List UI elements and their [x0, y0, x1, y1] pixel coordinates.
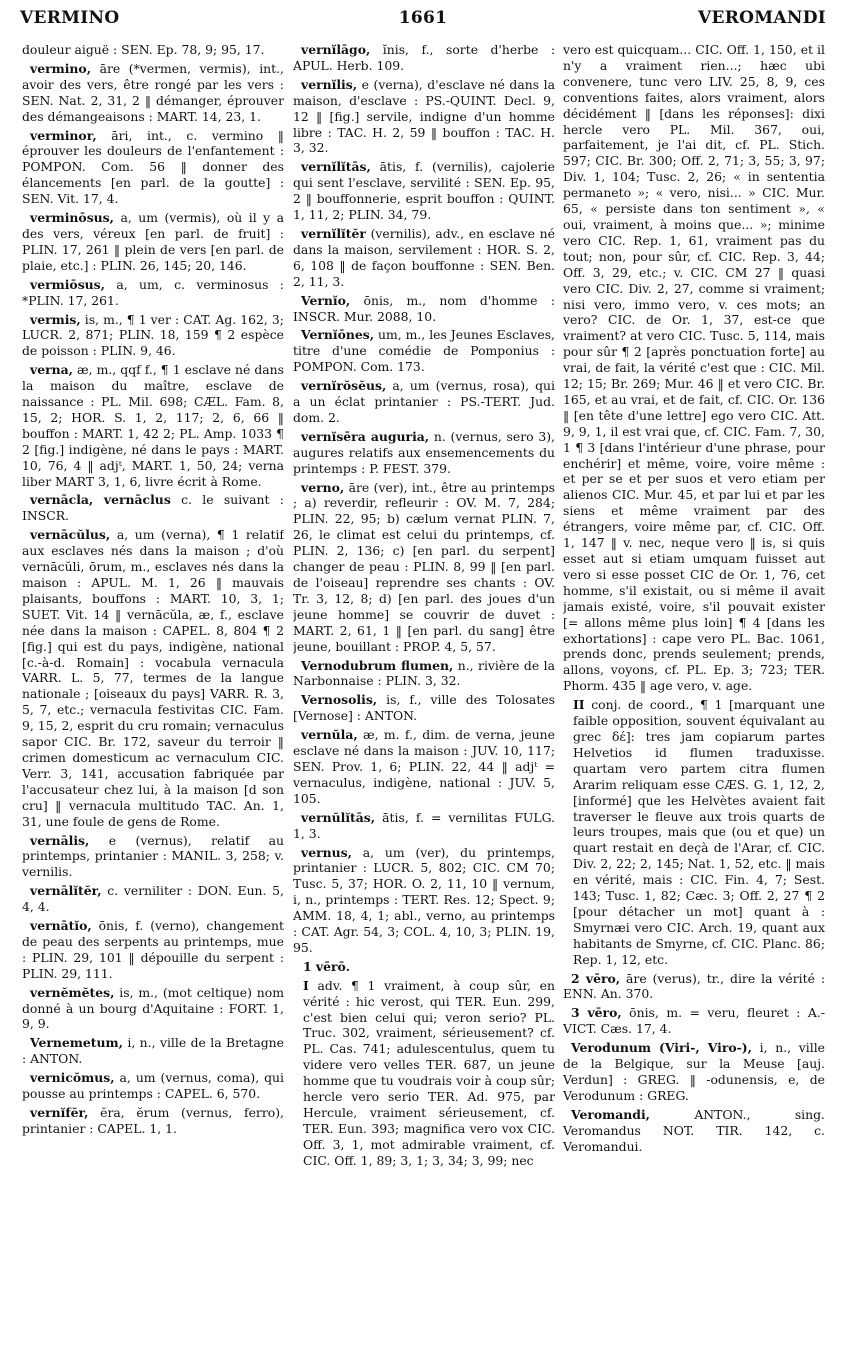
dictionary-entry — [563, 1107, 825, 1155]
dictionary-entry — [293, 692, 555, 724]
entry-definition: douleur aiguë : SEN. Ep. 78, 9; 95, 17. — [22, 42, 265, 57]
dictionary-entry — [22, 527, 284, 829]
dictionary-entry — [22, 42, 284, 58]
dictionary-entry — [22, 61, 284, 125]
dictionary-entry — [293, 42, 555, 74]
entry-definition: a, um (ver), du printemps, printanier : LUCR. 5, 802; CIC. CM 70; Tusc. 5, 37; HOR. O. 2, 11, 10 ‖ vernum, i, n., printemps : TERT. Res. 12; Spect. 9; AMM. 18, 4, 1; abl., verno, au printemps : CAT. Agr. 54, 3; COL. 4, 10, 3; PLIN. 19, 95. — [293, 844, 555, 955]
entry-definition: is, m., (mot celtique) nom donné à un bourg d'Aquitaine : FORT. 1, 9, 9. — [22, 984, 284, 1032]
entry-headword: vernĭlĭtās, — [301, 159, 371, 175]
dictionary-entry — [22, 1035, 284, 1067]
column-2 — [293, 42, 555, 1342]
entry-definition: conj. de coord., ¶ 1 [marquant une faible opposition, souvent équivalant au grec δέ]: tres jam copiarum partes Helvetios id flumen traduxisse. quartam vero partem citra flumen Ararim reliquam esse CÆS. G. 1, 12, 2, [informé] que les Helvètes avaient fait traverser le fleuve aux trois quarts de leurs troupes, mais que (ou et que) un quart restait en deçà de l'Arar, cf. CIC. Div. 2, 22; 2, 145; Nat. 1, 52, etc. ‖ mais en vérité, mais : CIC. Fin. 4, 7; Sest. 143; Tusc. 1, 82; Cæc. 3; Off. 2, 27 ¶ 2 [pour détacher un mot] quant à : Smyrnæi vero CIC. Arch. 19, quant aux habitants de Smyrne, cf. CIC. Planc. 86; Rep. 1, 12, etc. — [573, 697, 825, 967]
dictionary-entry — [22, 918, 284, 982]
entry-headword: vernĭrŏsĕus, — [301, 378, 387, 394]
entry-definition: is, f., ville des Tolosates [Vernose] : ANTON. — [293, 692, 555, 724]
dictionary-entry — [293, 658, 555, 690]
dictionary-entry — [22, 312, 284, 360]
entry-headword: Veromandi, — [571, 1106, 650, 1122]
entry-definition: a, um (verna), ¶ 1 relatif aux esclaves nés dans la maison ; d'où vernācŭli, ōrum, m., esclaves nés dans la maison : APUL. M. 1, 26 ‖ mauvais plaisants, bouffons : MART. 10, 3, 1; SUET. Vit. 14 ‖ vernācŭla, æ, f., esclave née dans la maison : CAPEL. 8, 804 ¶ 2 [fig.] qui est du pays, indigène, national [c.-à-d. Romain] : vocabula vernacula VARR. L. 5, 77, termes de la langue nationale ; [oiseaux du pays] VARR. R. 3, 5, 7, etc.; vernacula festivitas CIC. Fam. 9, 15, 2, esprit du cru romain; vernaculus sapor CIC. Br. 172, saveur du terroir ‖ crimen domesticum ac vernaculum CIC. Verr. 3, 141, accusation fabriquée par l'accusateur chez lui, à la maison [d son cru] ‖ vernacula multitudo TAC. An. 1, 31, une foule de gens de Rome. — [22, 527, 284, 829]
entry-headword: verna, — [30, 362, 73, 378]
entry-definition: æ, m., qqf f., ¶ 1 esclave né dans la maison du maître, esclave de naissance : PL. Mil. 698; CÆL. Fam. 8, 15, 2; HOR. S. 1, 2, 117; 2, 6, 66 ‖ bouffon : MART. 1, 42 2; PL. Amp. 1033 ¶ 2 [fig.] indigène, né dans le pays : MART. 10, 76, 4 ‖ adjᵗ, MART. 1, 50, 24; verna liber MART 3, 1, 6, livre écrit à Rome. — [22, 362, 284, 489]
dictionary-entry — [293, 845, 555, 956]
entry-headword: 2 vēro, — [571, 970, 621, 986]
entry-headword: vernĭsēra auguria, — [301, 428, 430, 444]
dictionary-entry — [293, 378, 555, 426]
entry-headword: Vernodubrum flumen, — [301, 657, 454, 673]
dictionary-entry — [293, 293, 555, 325]
entry-headword: vernŭla, — [301, 727, 358, 743]
dictionary-entry — [563, 971, 825, 1003]
header-right-guideword: VEROMANDI — [697, 8, 826, 28]
entry-headword: vernālis, — [30, 832, 90, 848]
entry-definition: e (verna), d'esclave né dans la maison, d'esclave : PS.-QUINT. Decl. 9, 12 ‖ [fig.] servile, indigne d'un homme libre : TAC. H. 2, 59 ‖ bouffon : TAC. H. 3, 32. — [293, 76, 555, 156]
entry-definition: ĕra, ĕrum (vernus, ferro), printanier : CAPEL. 1, 1. — [22, 1105, 284, 1136]
entry-definition: vero est quicquam... CIC. Off. 1, 150, et il n'y a vraiment rien...; hæc ubi convenere, tunc vero LIV. 25, 8, 9, ces conventions faites, alors vraiment, alors décidément ‖ [dans les réponses]: dixi hercle vero PL. Mil. 367, oui, parfaitement, je l'ai dit, cf. PL. Stich. 597; CIC. Br. 300; Off. 2, 71; 3, 55; 3, 97; Div. 1, 104; Tusc. 2, 26; « in sententia permaneto »; « vero, nisi... » CIC. Mur. 65, « persiste dans ton sentiment », « oui, vraiment, à moins que... »; minime vero CIC. Rep. 1, 61, vraiment pas du tout; non, pour sûr, cf. CIC. Rep. 3, 44; Off. 3, 29, etc.; v. CIC. CM 27 ‖ quasi vero CIC. Div. 2, 27, comme si vraiment; nisi vero, immo vero, v. ces mots; an vero? CIC. de Or. 1, 37, est-ce que vraiment? at vero CIC. Tusc. 5, 114, mais pour sûr ¶ 2 [après ponctuation forte] au vrai, de fait, la vérité c'est que : CIC. Mil. 12; 15; Br. 269; Mur. 46 ‖ et vero CIC. Br. 165, et au vrai, et de fait, cf. CIC. Or. 136 ‖ [en tête d'une lettre] ego vero CIC. Att. 9, 9, 1, il est vrai que, cf. CIC. Fam. 7, 30, 1 ¶ 3 [dans l'intérieur d'une phrase, pour enchérir] et même, voire, voire même : et per se et per suos et vero etiam per alienos CIC. Mur. 45, et par lui et par les siens et même vraiment par des étrangers, voire même par, cf. CIC. Off. 1, 147 ‖ v. nec, neque vero ‖ is, si quis esset aut si etiam umquam fuisset aut vero si esse posset CIC de Or. 1, 76, cet homme, s'il existait, ou si même il avait jamais existé, voire, s'il pouvait exister [= allons même plus loin] ¶ 4 [dans les exhortations] : cape vero PL. Bac. 1061, prends donc, prends seulement; prends, allons, voyons, cf. PL. Ep. 3; 723; TER. Phorm. 435 ‖ age vero, v. age. — [563, 42, 825, 694]
entry-headword: vernĭfĕr, — [30, 1105, 89, 1120]
entry-definition: ANTON., sing. Veromandus NOT. TIR. 142, c. Veromandui. — [563, 1106, 825, 1154]
dictionary-entry — [293, 327, 555, 375]
entry-definition: a, um (vernus, rosa), qui a un éclat printanier : PS.-TERT. Jud. dom. 2. — [293, 378, 555, 425]
entry-definition: c. verniliter : DON. Eun. 5, 4, 4. — [22, 883, 284, 915]
entry-headword: vernĕmĕtes, — [30, 984, 115, 1000]
entry-definition: ōnis, f. (verno), changement de peau des serpents au printemps, mue : PLIN. 29, 101 ‖ dépouille du serpent : PLIN. 29, 111. — [22, 918, 284, 981]
entry-definition: i, n., ville de la Bretagne : ANTON. — [22, 1035, 284, 1067]
entry-headword: vernĭlis, — [301, 76, 358, 92]
dictionary-entry — [293, 226, 555, 290]
header-left-guideword: VERMINO — [20, 8, 120, 28]
entry-headword: vernicŏmus, — [30, 1070, 115, 1086]
dictionary-entry — [22, 492, 284, 524]
column-3 — [563, 42, 825, 1342]
dictionary-entry — [293, 727, 555, 807]
entry-headword: verminor, — [30, 127, 97, 143]
page-header — [20, 6, 826, 32]
entry-headword: verminōsus, — [30, 210, 114, 226]
dictionary-entry — [293, 429, 555, 477]
dictionary-entry — [22, 883, 284, 915]
entry-headword: Vernĭōnes, — [301, 327, 375, 343]
entry-definition: ātis, f. = vernilitas FULG. 1, 3. — [293, 809, 555, 841]
entry-definition: i, n., ville de la Belgique, sur la Meuse [auj. Verdun] : GREG. ‖ -odunensis, e, de Verodunum : GREG. — [563, 1040, 825, 1103]
entry-definition: āre (*vermen, vermis), int., avoir des vers, être rongé par les vers : SEN. Nat. 2, 31, 2 ‖ démanger, éprouver des démangeaisons : MART. 14, 23, 1. — [22, 60, 284, 124]
entry-headword: vernĭlĭtĕr — [301, 225, 366, 241]
entry-headword: vernŭlĭtās, — [301, 809, 376, 825]
dictionary-entry — [22, 1070, 284, 1102]
entry-headword: vermiōsus, — [30, 276, 105, 292]
dictionary-entry — [293, 159, 555, 223]
entry-headword: I — [303, 977, 309, 993]
entry-definition: āre (verus), tr., dire la vérité : ENN. An. 370. — [563, 970, 825, 1002]
entry-headword: 1 vērō. — [303, 958, 351, 974]
dictionary-entry — [22, 985, 284, 1033]
dictionary-entry — [22, 362, 284, 489]
entry-definition: c. le suivant : INSCR. — [22, 492, 284, 524]
entry-headword: Verodunum (Viri-, Viro-), — [571, 1040, 752, 1056]
entry-headword: vernus, — [301, 844, 352, 860]
dictionary-entry — [22, 210, 284, 274]
entry-definition: adv. ¶ 1 vraiment, à coup sûr, en vérité : hic verost, qui TER. Eun. 299, c'est bien celui qui; veron serio? PL. Truc. 302, vraiment, sérieusement? cf. PL. Cas. 741; adulescentulus, quem tu videre vero velles TER. 687, un jeune homme que tu voudrais voir à coup sûr; hercle vero serio TER. Ad. 975, par Hercule, vraiment sérieusement, cf. TER. Eun. 393; magnifica vero vox CIC. Off. 3, 1, mot admirable vraiment, cf. CIC. Off. 1, 89; 3, 1; 3, 34; 3, 99; nec — [303, 977, 555, 1168]
entry-headword: II — [573, 697, 585, 713]
entry-definition: ōnis, m., nom d'homme : INSCR. Mur. 2088, 10. — [293, 292, 555, 324]
entry-definition: a, um (vernus, coma), qui pousse au printemps : CAPEL. 6, 570. — [22, 1070, 284, 1102]
dictionary-entry — [22, 833, 284, 881]
entry-headword: vermis, — [30, 311, 81, 327]
entry-headword: vernālĭtĕr, — [30, 883, 102, 899]
entry-headword: vernātĭo, — [30, 918, 92, 934]
entry-headword: verno, — [301, 479, 345, 495]
dictionary-entry — [22, 128, 284, 208]
dictionary-entry — [293, 810, 555, 842]
dictionary-entry — [563, 1040, 825, 1104]
entry-definition: a, um, c. verminosus : *PLIN. 17, 261. — [22, 276, 284, 308]
dictionary-entry — [22, 277, 284, 309]
entry-definition: āri, int., c. vermino ‖ éprouver les douleurs de l'enfantement : POMPON. Com. 56 ‖ donner des élancements [en parl. de la goutte] : SEN. Vit. 17, 4. — [22, 127, 284, 207]
dictionary-entry — [563, 1005, 825, 1037]
entry-definition: is, m., ¶ 1 ver : CAT. Ag. 162, 3; LUCR. 2, 871; PLIN. 18, 159 ¶ 2 espèce de poisson : PLIN. 9, 46. — [22, 311, 284, 359]
entry-headword: vernĭlāgo, — [301, 42, 371, 57]
entry-definition: n., rivière de la Narbonnaise : PLIN. 3, 32. — [293, 657, 555, 689]
dictionary-entry — [563, 42, 825, 694]
dictionary-entry — [563, 697, 825, 967]
entry-definition: ātis, f. (vernilis), cajolerie qui sent l'esclave, servilité : SEN. Ep. 95, 2 ‖ bouffonnerie, esprit bouffon : QUINT. 1, 11, 2; PLIN. 34, 79. — [293, 159, 555, 223]
dictionary-entry — [293, 959, 555, 975]
page-number: 1661 — [398, 8, 448, 28]
dictionary-entry — [293, 480, 555, 655]
column-1 — [22, 42, 284, 1342]
entry-definition: āre (ver), int., être au printemps ; a) reverdir, refleurir : OV. M. 7, 284; PLIN. 22, 95; b) cælum vernat PLIN. 7, 26, le climat est celui du printemps, cf. PLIN. 2, 136; c) [en parl. du serpent] changer de peau : PLIN. 8, 99 ‖ [en parl. de l'oiseau] reprendre ses chants : OV. Tr. 3, 12, 8; d) [en parl. des joues d'un jeune homme] se couvrir de duvet : MART. 2, 61, 1 ‖ [en parl. du sang] être jeune, bouillant : PROP. 4, 5, 57. — [293, 479, 555, 654]
entry-headword: vernācŭlus, — [30, 527, 111, 543]
dictionary-entry — [293, 978, 555, 1169]
dictionary-entry — [22, 1105, 284, 1137]
entry-headword: Vernĭo, — [301, 292, 351, 308]
entry-headword: 3 vēro, — [571, 1005, 622, 1021]
entry-definition: n. (vernus, sero 3), augures relatifs aux ensemencements du printemps : P. FEST. 379. — [293, 428, 555, 476]
entry-definition: ĭnis, f., sorte d'herbe : APUL. Herb. 109. — [293, 42, 555, 73]
entry-headword: Vernemetum, — [30, 1035, 123, 1051]
entry-headword: vernācla, vernāclus — [30, 492, 171, 508]
dictionary-entry — [293, 77, 555, 157]
entry-definition: ōnis, m. = veru, fleuret : A.-VICT. Cæs. 17, 4. — [563, 1005, 825, 1037]
entry-definition: e (vernus), relatif au printemps, printanier : MANIL. 3, 258; v. vernilis. — [22, 832, 284, 880]
entry-definition: (vernilis), adv., en esclave né dans la maison, servilement : HOR. S. 2, 6, 108 ‖ de façon bouffonne : SEN. Ben. 2, 11, 3. — [293, 225, 555, 289]
entry-headword: vermino, — [30, 60, 92, 76]
entry-definition: a, um (vermis), où il y a des vers, véreux [en parl. de fruit] : PLIN. 17, 261 ‖ plein de vers [en parl. de plaie, etc.] : PLIN. 26, 145; 20, 146. — [22, 210, 284, 273]
entry-headword: Vernosolis, — [301, 692, 378, 708]
entry-definition: um, m., les Jeunes Esclaves, titre d'une comédie de Pomponius : POMPON. Com. 173. — [293, 327, 555, 375]
entry-definition: æ, m. f., dim. de verna, jeune esclave né dans la maison : JUV. 10, 117; SEN. Prov. 1, 6; PLIN. 22, 44 ‖ adjᵗ = vernaculus, indigène, national : JUV. 5, 105. — [293, 727, 555, 806]
